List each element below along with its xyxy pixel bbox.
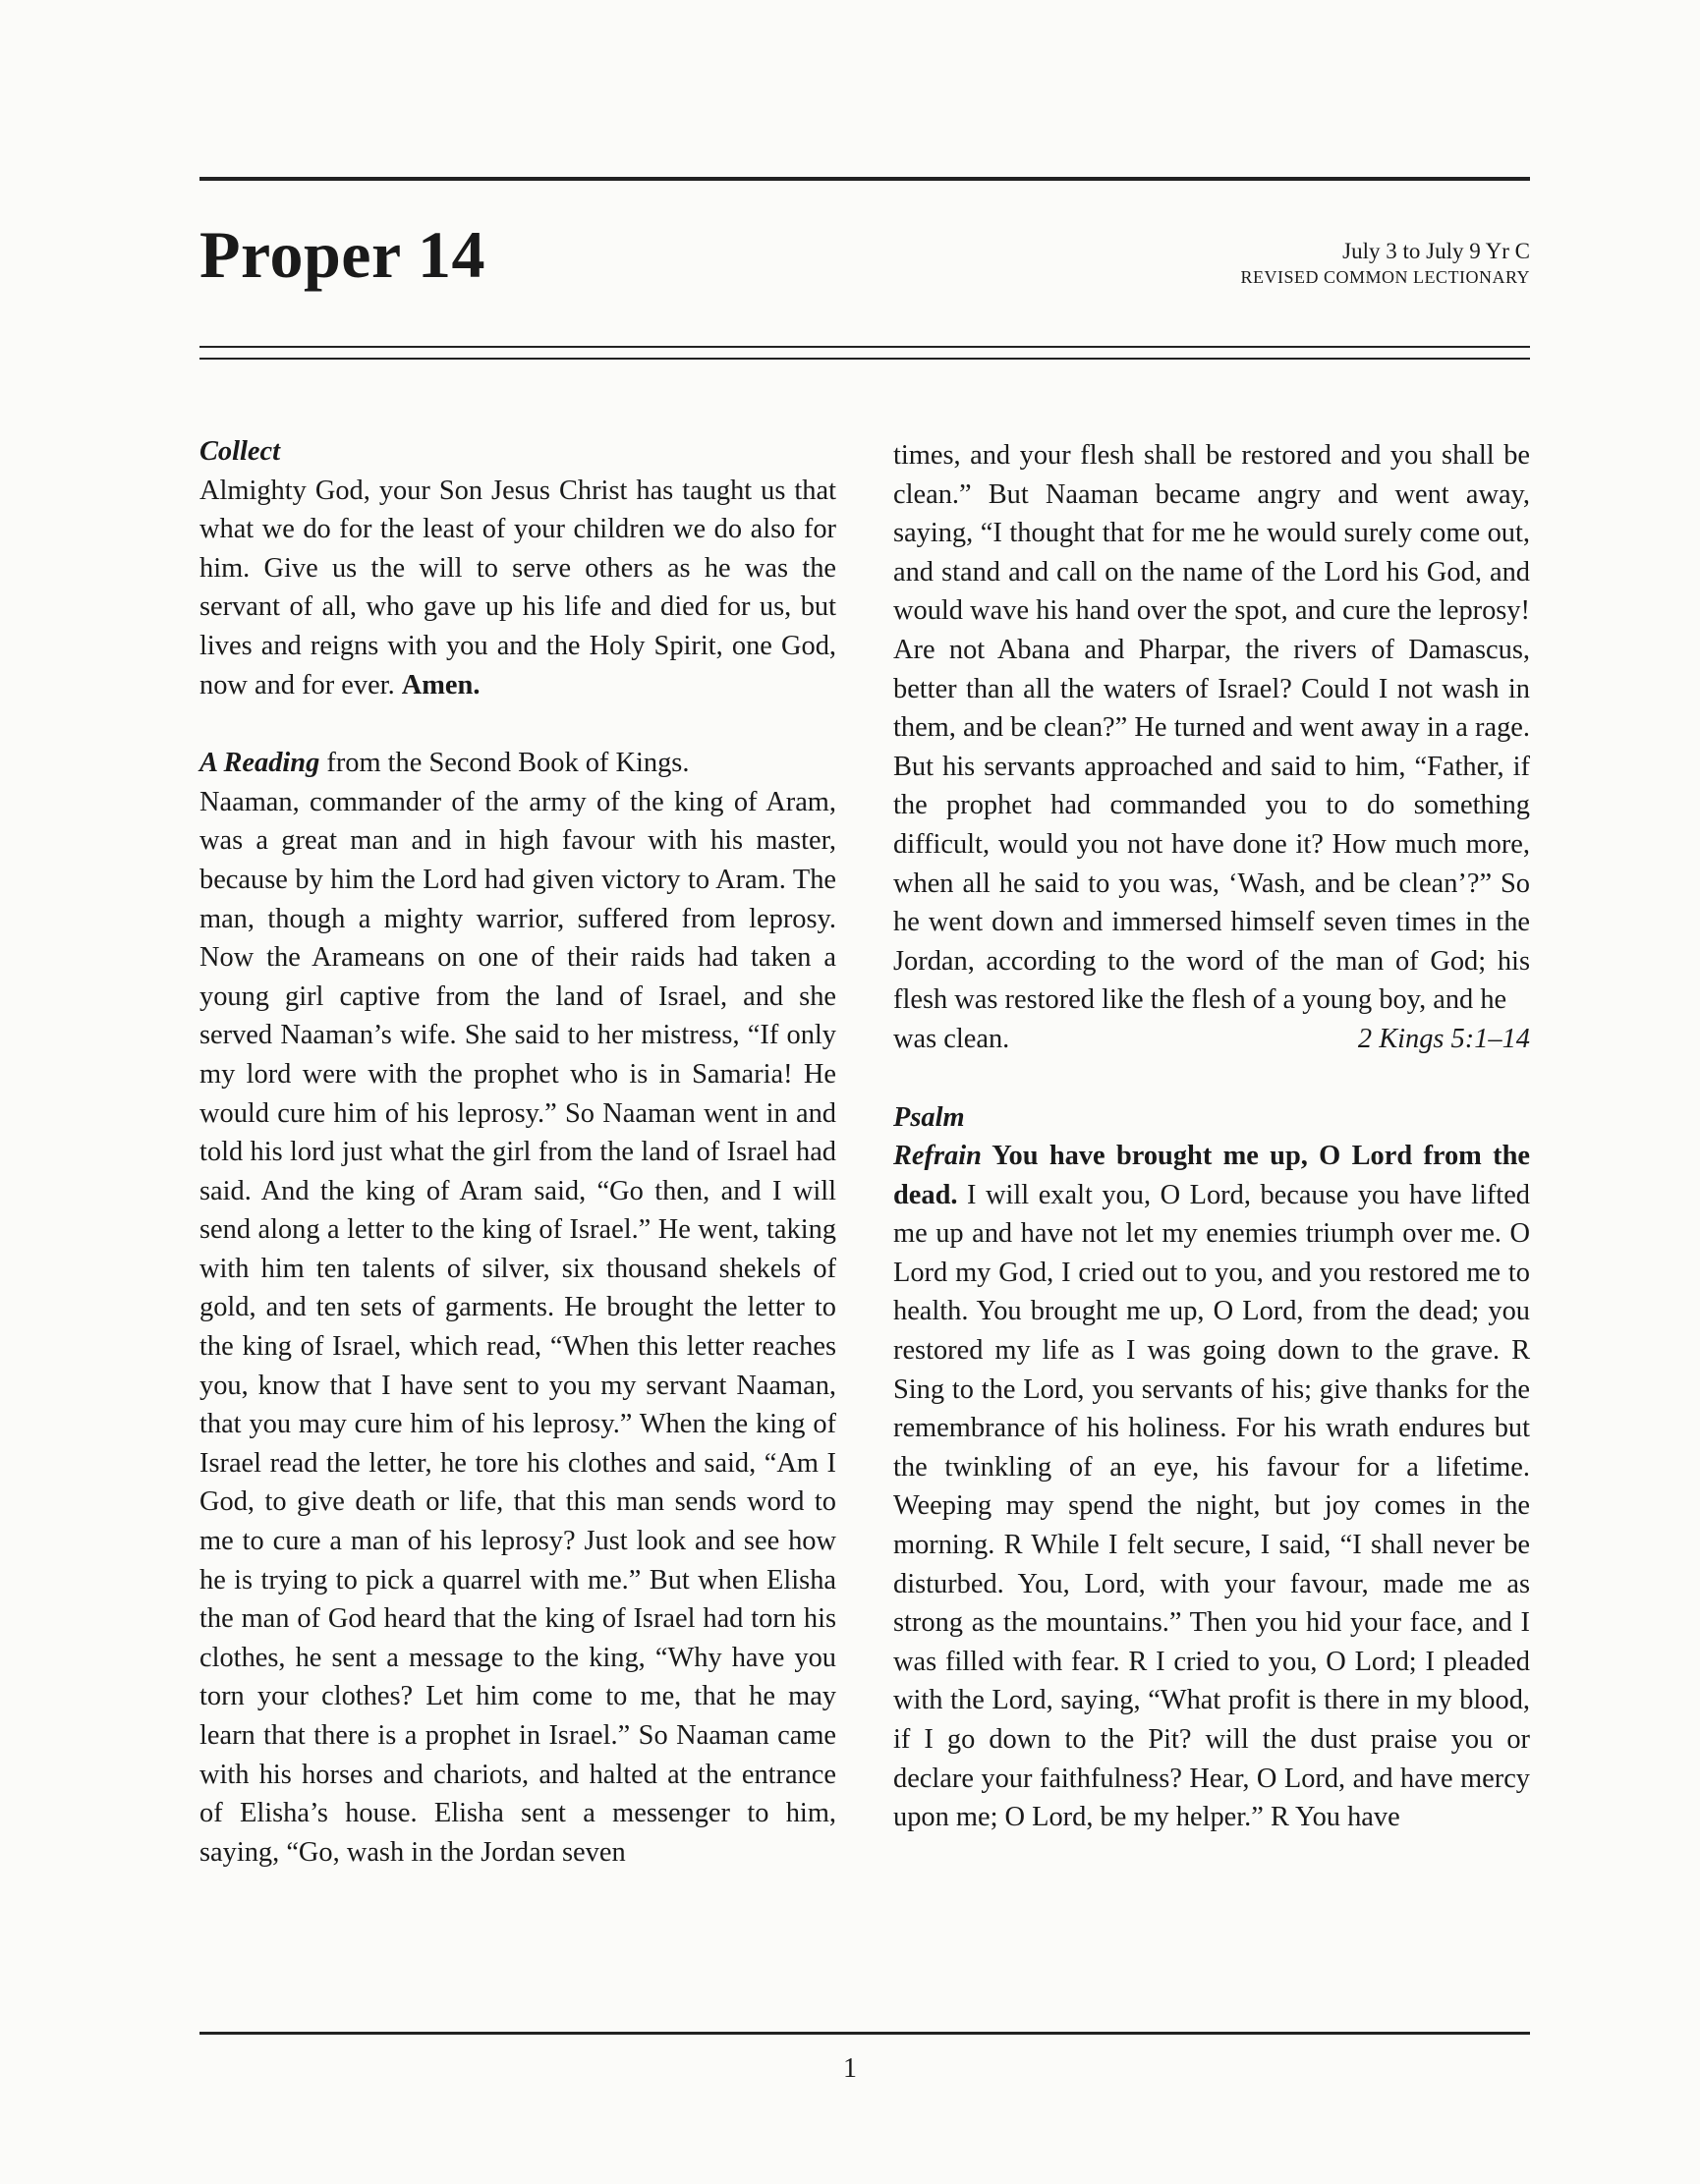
- top-rule: [199, 177, 1530, 181]
- reading-last-line: was clean.: [893, 1023, 1010, 1054]
- reading-heading-source: from the Second Book of Kings.: [319, 748, 690, 779]
- refrain-text: You have brought me up, O Lord from the dead.: [893, 1141, 1530, 1210]
- reading-citation-line: [893, 1020, 1530, 1059]
- section-gap: [199, 704, 836, 744]
- collect-amen: Amen.: [401, 669, 481, 700]
- refrain-label: Refrain: [893, 1141, 982, 1172]
- reading-body-right: times, and your flesh shall be restored and you shall be clean.” But Naaman became angry and went away, saying, “I thought that for me he would surely come out, and stand and call on the name of the Lord his God, and would wave his hand over the spot, and cure the leprosy! Are not Abana and Pharpar, the rivers of Damascus, better than all the waters of Israel? Could I not wash in them, and be clean?” He turned and went away in a rage. But his servants approached and said to him, “Father, if the prophet had commanded you to do something difficult, would you not have done it? How much more, when all he said to you was, ‘Wash, and be clean’?” So he went down and immersed himself seven times in the Jordan, according to the word of the man of God; his flesh was restored like the flesh of a young boy, and he: [893, 440, 1530, 1016]
- psalm-body: [893, 1137, 1530, 1837]
- footer-rule: [199, 2032, 1530, 2035]
- date-range: July 3 to July 9 Yr C: [1342, 239, 1530, 263]
- reading-heading: [199, 744, 836, 783]
- collect-text: Almighty God, your Son Jesus Christ has taught us that what we do for the least of your children we do also for him. Give us the will to serve others as he was the servant of all, who gave up his life and died for us, but lives and reigns with you and the Holy Spirit, one God, now and for ever.: [199, 475, 836, 700]
- reading-body-left: Naaman, commander of the army of the king of Aram, was a great man and in high favour with his master, because by him the Lord had given victory to Aram. The man, though a mighty warrior, suffered from leprosy. Now the Arameans on one of their raids had taken a young girl captive from the land of Israel, and she served Naaman’s wife. She said to her mistress, “If only my lord were with the prophet who is in Samaria! He would cure him of his leprosy.” So Naaman went in and told his lord just what the girl from the land of Israel had said. And the king of Aram said, “Go then, and I will send along a letter to the king of Israel.” He went, taking with him ten talents of silver, six thousand shekels of gold, and ten sets of garments. He brought the letter to the king of Israel, which read, “When this letter reaches you, know that I have sent to you my servant Naaman, that you may cure him of his leprosy.” When the king of Israel read the letter, he tore his clothes and said, “Am I God, to give death or life, that this man sends word to me to cure a man of his leprosy? Just look and see how he is trying to pick a quarrel with me.” But when Elisha the man of God heard that the king of Israel had torn his clothes, he sent a message to the king, “Why have you torn your clothes? Let him come to me, that he may learn that there is a prophet in Israel.” So Naaman came with his horses and chariots, and halted at the entrance of Elisha’s house. Elisha sent a messenger to him, saying, “Go, wash in the Jordan seven: [199, 786, 836, 1868]
- collect-heading: Collect: [199, 436, 280, 467]
- page-number: 1: [843, 2053, 857, 2084]
- page-title: Proper 14: [199, 217, 485, 292]
- section-gap: [893, 1059, 1530, 1098]
- lectionary-label: REVISED COMMON LECTIONARY: [1240, 267, 1530, 287]
- right-column: [893, 436, 1530, 1837]
- left-column: [199, 432, 836, 1872]
- header-rule-upper: [199, 346, 1530, 348]
- header-meta: [1240, 238, 1530, 289]
- header-rule-lower: [199, 358, 1530, 360]
- reading-heading-italic: A Reading: [199, 748, 320, 779]
- psalm-heading: Psalm: [893, 1101, 965, 1133]
- scripture-citation: 2 Kings 5:1–14: [1357, 1023, 1530, 1054]
- collect-body: [199, 472, 836, 705]
- psalm-text: I will exalt you, O Lord, because you have lifted me up and have not let my enemies triumph over me. O Lord my God, I cried out to you, and you restored me to health. You brought me up, O Lord, from the dead; you restored my life as I was going down to the grave. R Sing to the Lord, you servants of his; give thanks for the remembrance of his holiness. For his wrath endures but the twinkling of an eye, his favour for a lifetime. Weeping may spend the night, but joy comes in the morning. R While I felt secure, I said, “I shall never be disturbed. You, Lord, with your favour, made me as strong as the mountains.” Then you hid your face, and I was filled with fear. R I cried to you, O Lord; I pleaded with the Lord, saying, “What profit is there in my blood, if I go down to the Pit? will the dust praise you or declare your faithfulness? Hear, O Lord, and have mercy upon me; O Lord, be my helper.” R You have: [893, 1179, 1530, 1833]
